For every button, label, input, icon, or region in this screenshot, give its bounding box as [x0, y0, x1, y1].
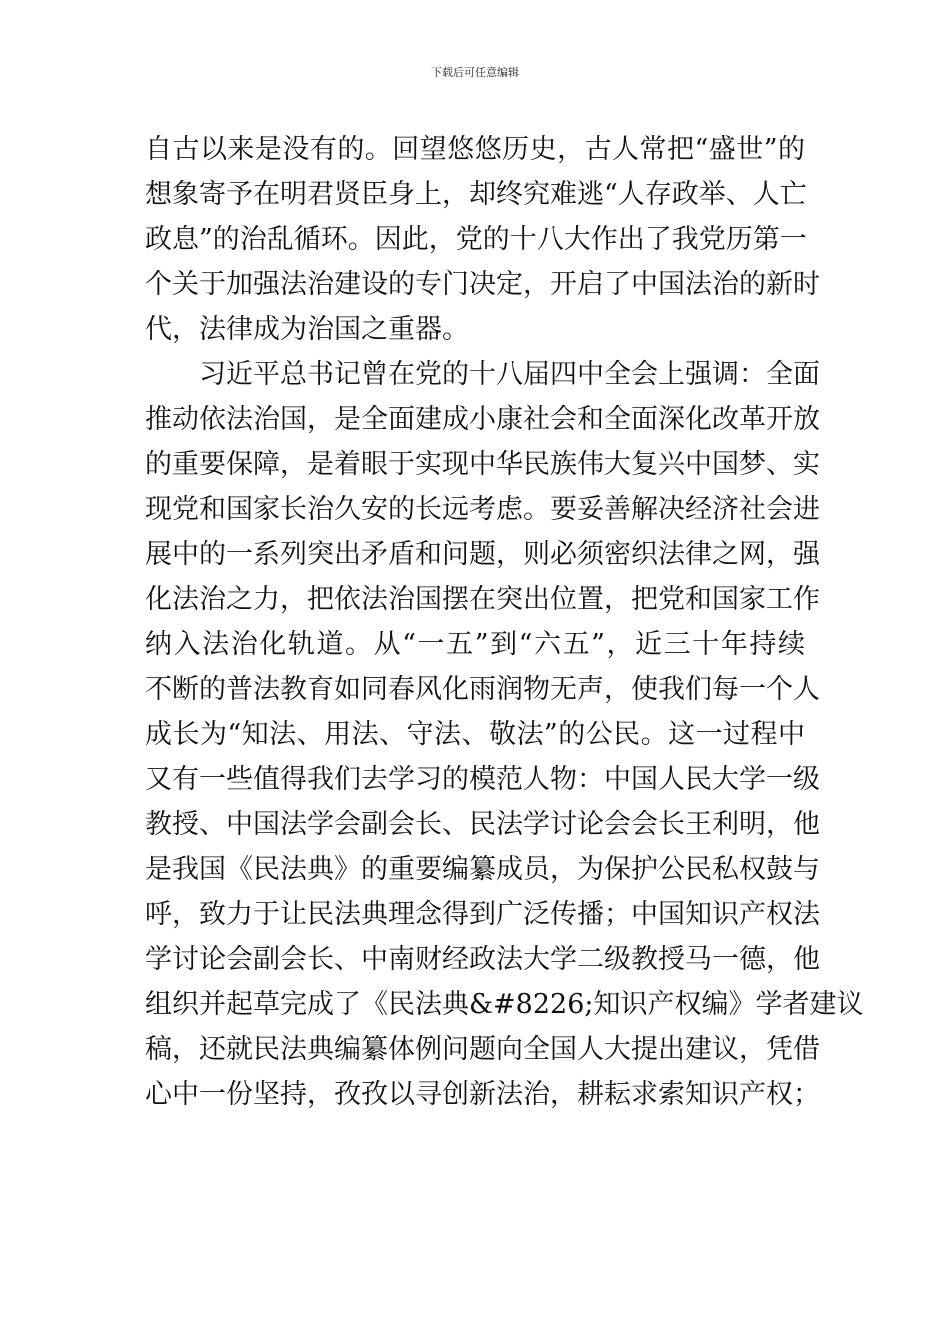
text-line: 自古以来是没有的。回望悠悠历史，古人常把“盛世”的 [145, 134, 805, 165]
paragraph-1 [145, 127, 820, 352]
text-line: 纳入法治化轨道。从“一五”到“六五”，近三十年持续 [145, 629, 805, 660]
text-line: 呼，致力于让民法典理念得到广泛传播；中国知识产权法 [145, 899, 820, 930]
text-line: 化法治之力，把依法治国摆在突出位置，把党和国家工作 [145, 584, 820, 615]
text-line: 组织并起草完成了《民法典&#8226;知识产权编》学者建议 [145, 989, 864, 1020]
text-line: 代，法律成为治国之重器。 [145, 314, 469, 345]
page-header: 下载后可任意编辑 [431, 66, 519, 79]
text-line: 推动依法治国，是全面建成小康社会和全面深化改革开放 [145, 404, 820, 435]
text-line: 想象寄予在明君贤臣身上，却终究难逃“人存政举、人亡 [145, 179, 807, 210]
paragraph-2 [145, 352, 864, 1117]
text-line: 成长为“知法、用法、守法、敬法”的公民。这一过程中 [145, 719, 805, 750]
text-line: 不断的普法教育如同春风化雨润物无声，使我们每一个人 [145, 674, 820, 705]
text-line: 展中的一系列突出矛盾和问题，则必须密织法律之网，强 [145, 539, 820, 570]
text-line: 现党和国家长治久安的长远考虑。要妥善解决经济社会进 [145, 494, 820, 525]
text-line: 教授、中国法学会副会长、民法学讨论会会长王利明，他 [145, 809, 820, 840]
document-body [145, 127, 864, 1117]
text-line: 的重要保障，是着眼于实现中华民族伟大复兴中国梦、实 [145, 449, 820, 480]
text-line: 心中一份坚持，孜孜以寻创新法治，耕耘求索知识产权； [145, 1079, 820, 1110]
text-line: 稿，还就民法典编纂体例问题向全国人大提出建议，凭借 [145, 1034, 820, 1065]
text-line: 习近平总书记曾在党的十八届四中全会上强调：全面 [199, 359, 820, 390]
text-line: 是我国《民法典》的重要编纂成员，为保护公民私权鼓与 [145, 854, 820, 885]
text-line: 又有一些值得我们去学习的模范人物：中国人民大学一级 [145, 764, 820, 795]
text-line: 个关于加强法治建设的专门决定，开启了中国法治的新时 [145, 269, 820, 300]
text-line: 学讨论会副会长、中南财经政法大学二级教授马一德，他 [145, 944, 820, 975]
text-line: 政息”的治乱循环。因此，党的十八大作出了我党历第一 [145, 224, 807, 255]
